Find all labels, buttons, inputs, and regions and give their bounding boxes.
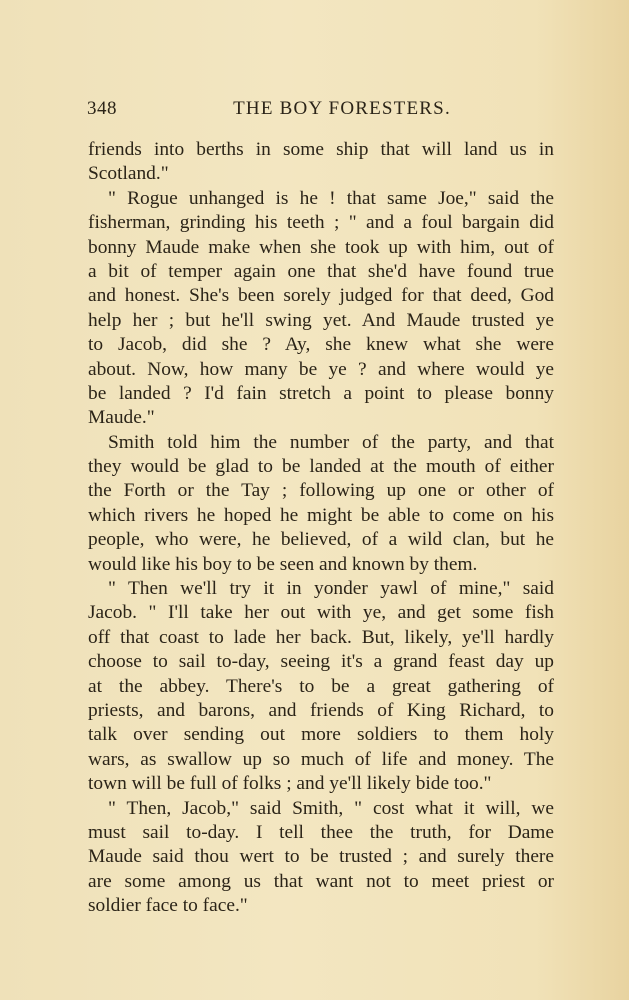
- text-line: which rivers he hoped he might be able to come on his: [88, 504, 554, 526]
- body-text: [88, 138, 554, 919]
- text-line: to Jacob, did she ? Ay, she knew what she were: [88, 334, 554, 356]
- text-line: fisherman, grinding his teeth ; " and a foul bargain did: [88, 212, 554, 234]
- text-line: a bit of temper again one that she'd have found true: [88, 260, 554, 282]
- text-line: soldier face to face.": [88, 895, 248, 917]
- text-line: off that coast to lade her back. But, likely, ye'll hardly: [88, 626, 554, 648]
- text-line: " Then, Jacob," said Smith, " cost what it will, we: [108, 797, 554, 819]
- text-line: must sail to-day. I tell thee the truth, for Dame: [88, 821, 554, 843]
- text-line: people, who were, he believed, of a wild clan, but he: [88, 529, 554, 551]
- text-line: talk over sending out more soldiers to them holy: [88, 724, 554, 746]
- text-line: " Rogue unhanged is he ! that same Joe," said the: [108, 187, 554, 209]
- text-line: at the abbey. There's to be a great gathering of: [88, 675, 554, 697]
- text-line: about. Now, how many be ye ? and where would ye: [88, 358, 554, 380]
- text-line: friends into berths in some ship that will land us in: [88, 139, 554, 160]
- text-line: " Then we'll try it in yonder yawl of mine," said: [108, 578, 554, 600]
- text-line: Smith told him the number of the party, and that: [108, 431, 554, 453]
- text-line: wars, as swallow up so much of life and money. The: [88, 748, 554, 770]
- text-line: town will be full of folks ; and ye'll likely bide too.": [88, 773, 492, 795]
- text-line: they would be glad to be landed at the mouth of either: [88, 456, 554, 478]
- text-line: priests, and barons, and friends of King Richard, to: [88, 699, 554, 721]
- text-line: Scotland.": [88, 163, 169, 185]
- text-line: and honest. She's been sorely judged for that deed, God: [88, 285, 554, 307]
- text-line: Jacob. " I'll take her out with ye, and get some fish: [88, 602, 554, 624]
- text-line: are some among us that want not to meet priest or: [88, 870, 554, 892]
- text-line: Maude said thou wert to be trusted ; and surely there: [88, 846, 554, 868]
- text-line: help her ; but he'll swing yet. And Maude trusted ye: [88, 309, 554, 331]
- page-header: [87, 98, 557, 122]
- running-title: THE BOY FORESTERS.: [233, 98, 451, 119]
- text-line: would like his boy to be seen and known by them.: [88, 553, 478, 575]
- page-number: 348: [87, 98, 117, 119]
- text-line: bonny Maude make when she took up with him, out of: [88, 236, 554, 258]
- text-line: be landed ? I'd fain stretch a point to please bonny: [88, 382, 554, 404]
- text-line: the Forth or the Tay ; following up one or other of: [88, 480, 554, 502]
- text-line: Maude.": [88, 407, 155, 429]
- text-line: choose to sail to-day, seeing it's a grand feast day up: [88, 651, 554, 673]
